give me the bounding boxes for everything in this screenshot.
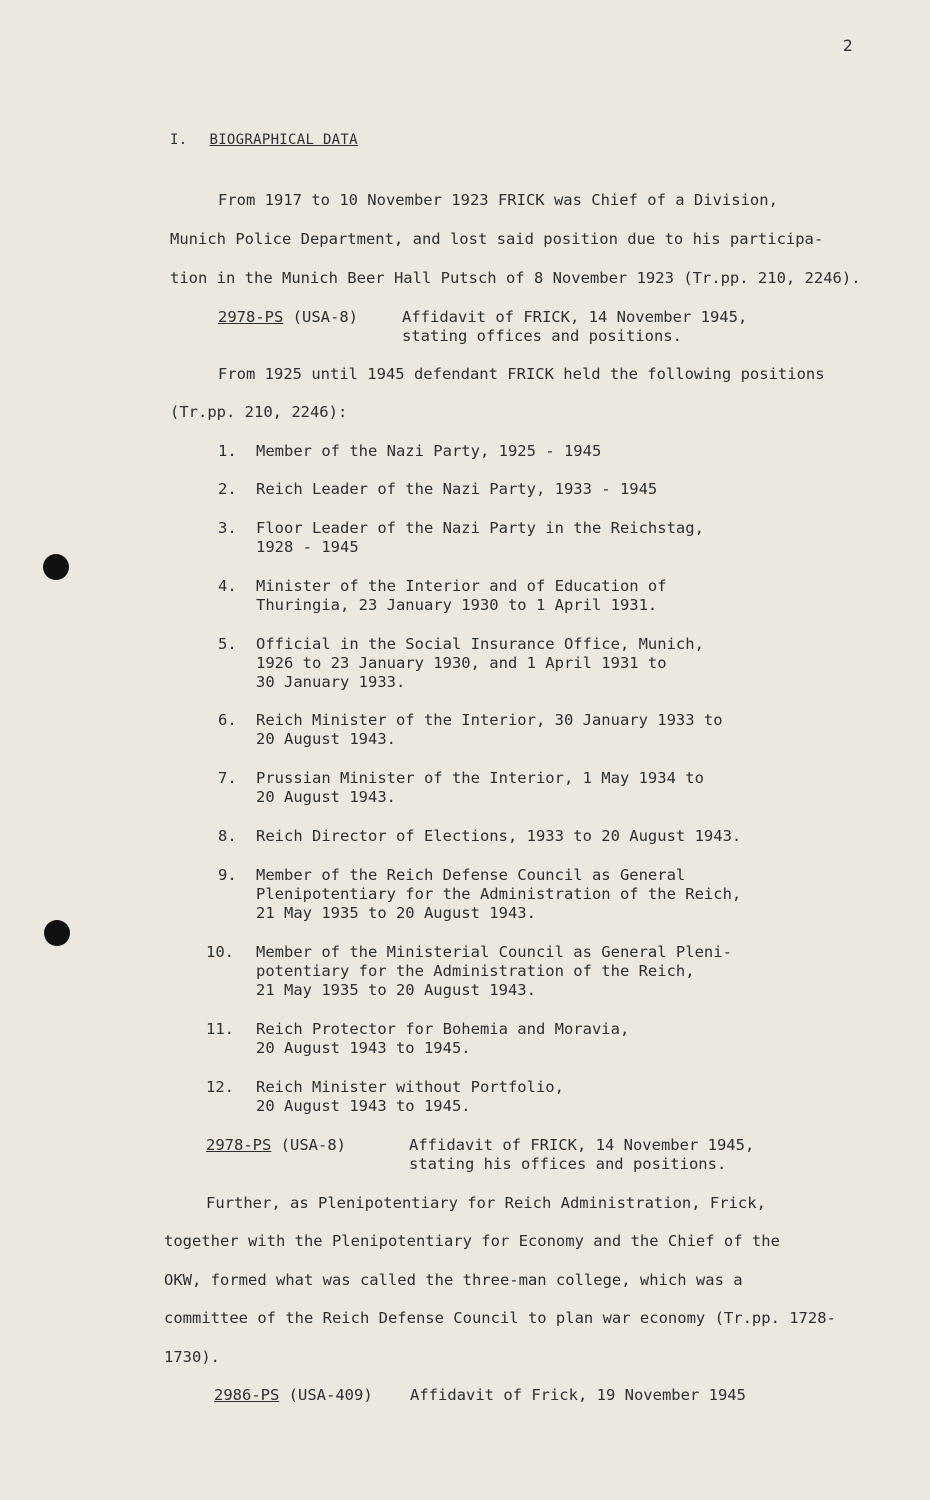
reference-code: 2978-PS (USA-8) [206,1136,346,1154]
para3-line-3: OKW, formed what was called the three-man college, which was a [164,1271,743,1289]
reference-description-line-1: Affidavit of FRICK, 14 November 1945, [402,308,748,326]
page-number: 2 [843,36,853,55]
para2-line-2: (Tr.pp. 210, 2246): [170,403,348,421]
reference-code: 2978-PS (USA-8) [218,308,358,326]
reference-description-line-2: stating offices and positions. [402,327,682,345]
section-number: I. [170,132,188,148]
section-title: BIOGRAPHICAL DATA [209,132,358,148]
para2-line-1: From 1925 until 1945 defendant FRICK held the following positions [218,365,825,383]
reference-description-line-1: Affidavit of Frick, 19 November 1945 [410,1386,746,1404]
para3-line-2: together with the Plenipotentiary for Economy and the Chief of the [164,1232,780,1250]
para1-line-2: Munich Police Department, and lost said position due to his participa- [170,230,824,248]
punch-hole-bottom [44,920,70,946]
reference-description-line-2: stating his offices and positions. [409,1155,727,1173]
document-page: 2 I. BIOGRAPHICAL DATA From 1917 to 10 November 1923 FRICK was Chief of a Division, Munich Police Department, and lost said position due to his participa- tion in the Munich Beer Hall Putsch of 8 November 1923 (Tr.pp. 210, 2246). 2978-PS (USA-8) Affidavit of FRICK, 14 November 1945, stating offices and positions. From 1925 until 1945 defendant FRICK held the following positions (Tr.pp. 210, 2246): 1. Member of the Nazi Party, 1925 - 1945 2. Reich Leader of the Nazi Party, 1933 - 1945 3. Floor Leader of the Nazi Party in the Reichstag, 1928 - 1945 4. Minister of the Interior and of Education of Thuringia, 23 January 1930 to 1 April 1931. 5. Official in the Social Insurance Office, Munich, 1926 to 23 January 1930, and 1 April 1931 to 30 January 1933. 6. Reich Minister of the Interior, 30 January 1933 to 20 August 1943. 7. Prussian Minister of the Interior, 1 May 1934 to 20 August 1943. 8. Reich Director of Elections, 1933 to 20 August 1943. 9. Member of the Reich Defense Council as General Plenipotentiary for the Administration of the Reich, 21 May 1935 to 20 August 1943. 10. Member of the Ministerial Council as General Pleni- potentiary for the Administration of the Reich, 21 May 1935 to 20 August 1943. 11. Reich Protector for Bohemia and Moravia, 20 August 1943 to 1945. 12. Reich Minister without Portfolio, 20 August 1943 to 1945. 2978-PS (USA-8) Affidavit of FRICK, 14 November 1945, stating his offices and positions. Further, as Plenipotentiary for Reich Administration, Frick, together with the Plenipotentiary for Economy and the Chief of the OKW, formed what was called the three-man college, which was a committee of the Reich Defense Council to plan war economy (Tr.pp. 1728- 1730). 2986-PS (USA-409) Affidavit of Frick, 19 November 1945 [0,0,930,1500]
para3-line-4: committee of the Reich Defense Council to plan war economy (Tr.pp. 1728- [164,1309,836,1327]
para1-line-3: tion in the Munich Beer Hall Putsch of 8 November 1923 (Tr.pp. 210, 2246). [170,269,861,287]
punch-hole-top [43,554,69,580]
para3-line-5: 1730). [164,1348,220,1366]
reference-description-line-1: Affidavit of FRICK, 14 November 1945, [409,1136,755,1154]
para1-line-1: From 1917 to 10 November 1923 FRICK was Chief of a Division, [218,191,778,209]
reference-code: 2986-PS (USA-409) [214,1386,373,1404]
section-heading [170,132,358,148]
para3-line-1: Further, as Plenipotentiary for Reich Administration, Frick, [206,1194,766,1212]
